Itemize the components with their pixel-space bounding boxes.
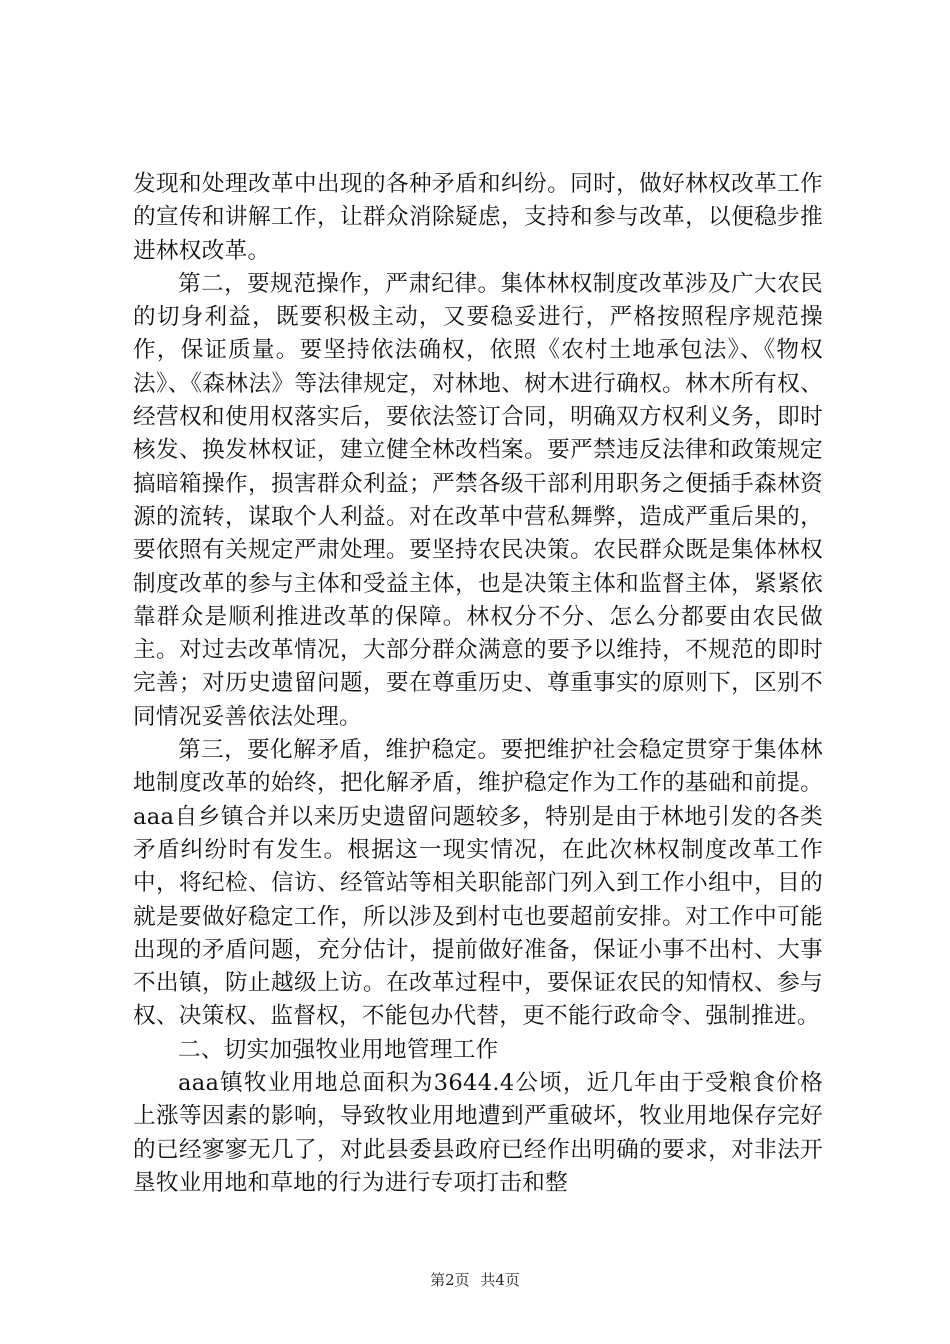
page-number: 第2页 [430,1271,470,1289]
page-footer [0,1270,950,1290]
document-body [133,168,823,1200]
section-heading: 二、切实加强牧业用地管理工作 [178,1036,499,1063]
page-total: 共4页 [480,1271,520,1289]
paragraph-4: aaa镇牧业用地总面积为3644.4公顷，近几年由于受粮食价格上涨等因素的影响，导致牧业用地遭到严重破坏，牧业用地保存完好的已经寥寥无几了，对此县委县政府已经作出明确的要求，对非法开垦牧业用地和草地的行为进行专项打击和整 [133,1070,823,1196]
paragraph-1: 发现和处理改革中出现的各种矛盾和纠纷。同时，做好林权改革工作的宣传和讲解工作，让群众消除疑虑，支持和参与改革，以便稳步推进林权改革。 [133,171,823,264]
paragraph-2: 第二，要规范操作，严肃纪律。集体林权制度改革涉及广大农民的切身利益，既要积极主动，又要稳妥进行，严格按照程序规范操作，保证质量。要坚持依法确权，依照《农村土地承包法》、《物权法》、《森林法》等法律规定，对林地、树木进行确权。林木所有权、经营权和使用权落实后，要依法签订合同，明确双方权利义务，即时核发、换发林权证，建立健全林改档案。要严禁违反法律和政策规定搞暗箱操作，损害群众利益；严禁各级干部利用职务之便插手森林资源的流转，谋取个人利益。对在改革中营私舞弊，造成严重后果的，要依照有关规定严肃处理。要坚持农民决策。农民群众既是集体林权制度改革的参与主体和受益主体，也是决策主体和监督主体，紧紧依靠群众是顺利推进改革的保障。林权分不分、怎么分都要由农民做主。对过去改革情况，大部分群众满意的要予以维持，不规范的即时完善；对历史遗留问题，要在尊重历史、尊重事实的原则下，区别不同情况妥善依法处理。 [133,270,823,730]
paragraph-3: 第三，要化解矛盾，维护稳定。要把维护社会稳定贯穿于集体林地制度改革的始终，把化解矛盾，维护稳定作为工作的基础和前提。aaa自乡镇合并以来历史遗留问题较多，特别是由于林地引发的各类矛盾纠纷时有发生。根据这一现实情况，在此次林权制度改革工作中，将纪检、信访、经管站等相关职能部门列入到工作小组中，目的就是要做好稳定工作，所以涉及到村屯也要超前安排。对工作中可能出现的矛盾问题，充分估计，提前做好准备，保证小事不出村、大事不出镇，防止越级上访。在改革过程中，要保证农民的知情权、参与权、决策权、监督权，不能包办代替，更不能行政命令、强制推进。 [133,737,823,1030]
